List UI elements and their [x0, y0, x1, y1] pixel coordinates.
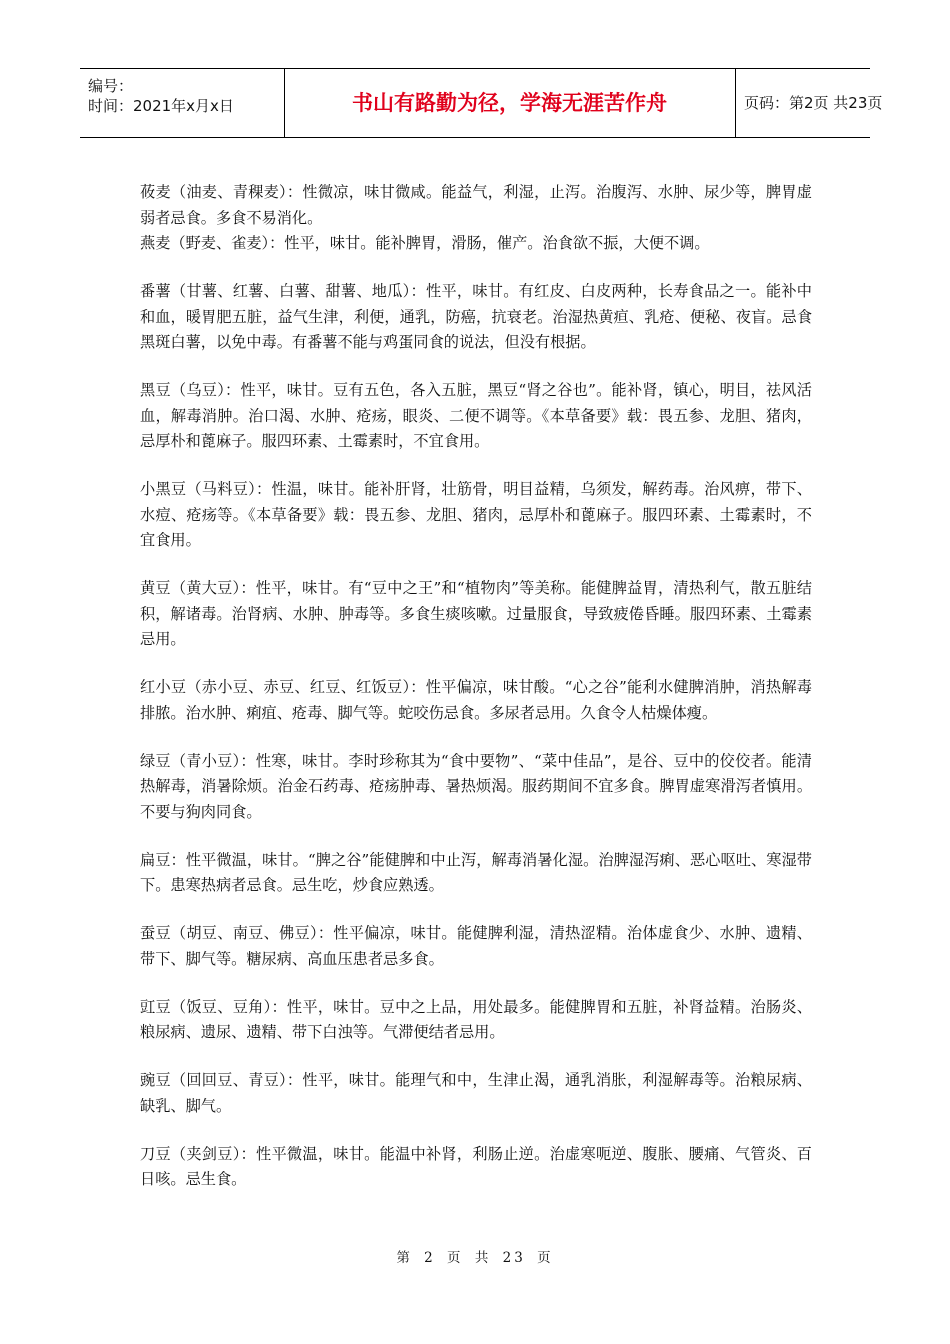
paragraph-candou: 蚕豆（胡豆、南豆、佛豆）：性平偏凉，味甘。能健脾利湿，清热涩精。治体虚食少、水肿、遗精、带下、脚气等。糖尿病、高血压患者忌多食。	[140, 924, 812, 968]
header-meta	[80, 69, 285, 137]
paragraph-youmai: 莜麦（油麦、青稞麦）：性微凉，味甘微咸。能益气，利湿，止泻。治腹泻、水肿、尿少等，脾胃虚弱者忌食。多食不易消化。	[140, 183, 812, 227]
paragraph-fanshu: 番薯（甘薯、红薯、白薯、甜薯、地瓜）：性平，味甘。有红皮、白皮两种，长寿食品之一。能补中和血，暖胃肥五脏，益气生津，利便，通乳，防癌，抗衰老。治湿热黄疸、乳疮、便秘、夜盲。忌食黑斑白薯，以免中毒。有番薯不能与鸡蛋同食的说法，但没有根据。	[140, 282, 812, 351]
paragraph-lvdou: 绿豆（青小豆）：性寒，味甘。李时珍称其为“食中要物”、“菜中佳品”，是谷、豆中的佼佼者。能清热解毒，消暑除烦。治金石药毒、疮疡肿毒、暑热烦渴。服药期间不宜多食。脾胃虚寒滑泻者慎用。不要与狗肉同食。	[140, 751, 812, 821]
paragraph-biandou: 扁豆：性平微温，味甘。“脾之谷”能健脾和中止泻，解毒消暑化湿。治脾湿泻痢、恶心呕吐、寒湿带下。患寒热病者忌食。忌生吃，炒食应熟透。	[140, 850, 812, 894]
header-motto: 书山有路勤为径，学海无涯苦作舟	[284, 69, 736, 137]
paragraph-hongxiaodou: 红小豆（赤小豆、赤豆、红豆、红饭豆）：性平偏凉，味甘酸。“心之谷”能利水健脾消肿，消热解毒排脓。治水肿、痢疽、疮毒、脚气等。蛇咬伤忌食。多尿者忌用。久食令人枯燥体瘦。	[140, 678, 812, 722]
header-date-label: 时间：2021年x月x日	[88, 97, 234, 115]
header-page-label: 页码：第2页 共23页	[744, 94, 883, 112]
paragraph-yanmai: 燕麦（野麦、雀麦）：性平，味甘。能补脾胃，滑肠，催产。治食欲不振，大便不调。	[140, 234, 710, 252]
page-header	[80, 68, 883, 138]
paragraph-daodou: 刀豆（夹剑豆）：性平微温，味甘。能温中补肾，利肠止逆。治虚寒呃逆、腹胀、腰痛、气管炎、百日咳。忌生食。	[140, 1144, 812, 1188]
page-footer-number: 第 2 页 共 23 页	[396, 1250, 554, 1266]
paragraph-jiangdou: 豇豆（饭豆、豆角）：性平，味甘。豆中之上品，用处最多。能健脾胃和五脏，补肾益精。治肠炎、粮尿病、遗尿、遗精、带下白浊等。气滞便结者忌用。	[140, 997, 812, 1041]
document-body	[140, 180, 812, 1215]
paragraph-huangdou: 黄豆（黄大豆）：性平，味甘。有“豆中之王”和“植物肉”等美称。能健脾益胃，清热利气，散五脏结积，解诸毒。治肾病、水肿、肿毒等。多食生痰咳嗽。过量服食，导致疲倦昏睡。服四环素、土霉素忌用。	[140, 579, 812, 648]
paragraph-heidou: 黑豆（乌豆）：性平，味甘。豆有五色，各入五脏，黑豆“肾之谷也”。能补肾，镇心，明目，祛风活血，解毒消肿。治口渴、水肿、疮疡，眼炎、二便不调等。《本草备要》载：畏五参、龙胆、猪肉，忌厚朴和蓖麻子。服四环素、土霉素时，不宜食用。	[140, 381, 812, 450]
header-code-label: 编号：	[88, 77, 134, 95]
paragraph-xiaoheidou: 小黑豆（马料豆）：性温，味甘。能补肝肾，壮筋骨，明目益精，乌须发，解药毒。治风痹，带下、水痘、疮疡等。《本草备要》载：畏五参、龙胆、猪肉，忌厚朴和蓖麻子。服四环素、土霉素时，不宜食用。	[140, 480, 812, 549]
paragraph-wandou: 豌豆（回回豆、青豆）：性平，味甘。能理气和中，生津止渴，通乳消胀，利湿解毒等。治粮尿病、缺乳、脚气。	[140, 1071, 812, 1115]
